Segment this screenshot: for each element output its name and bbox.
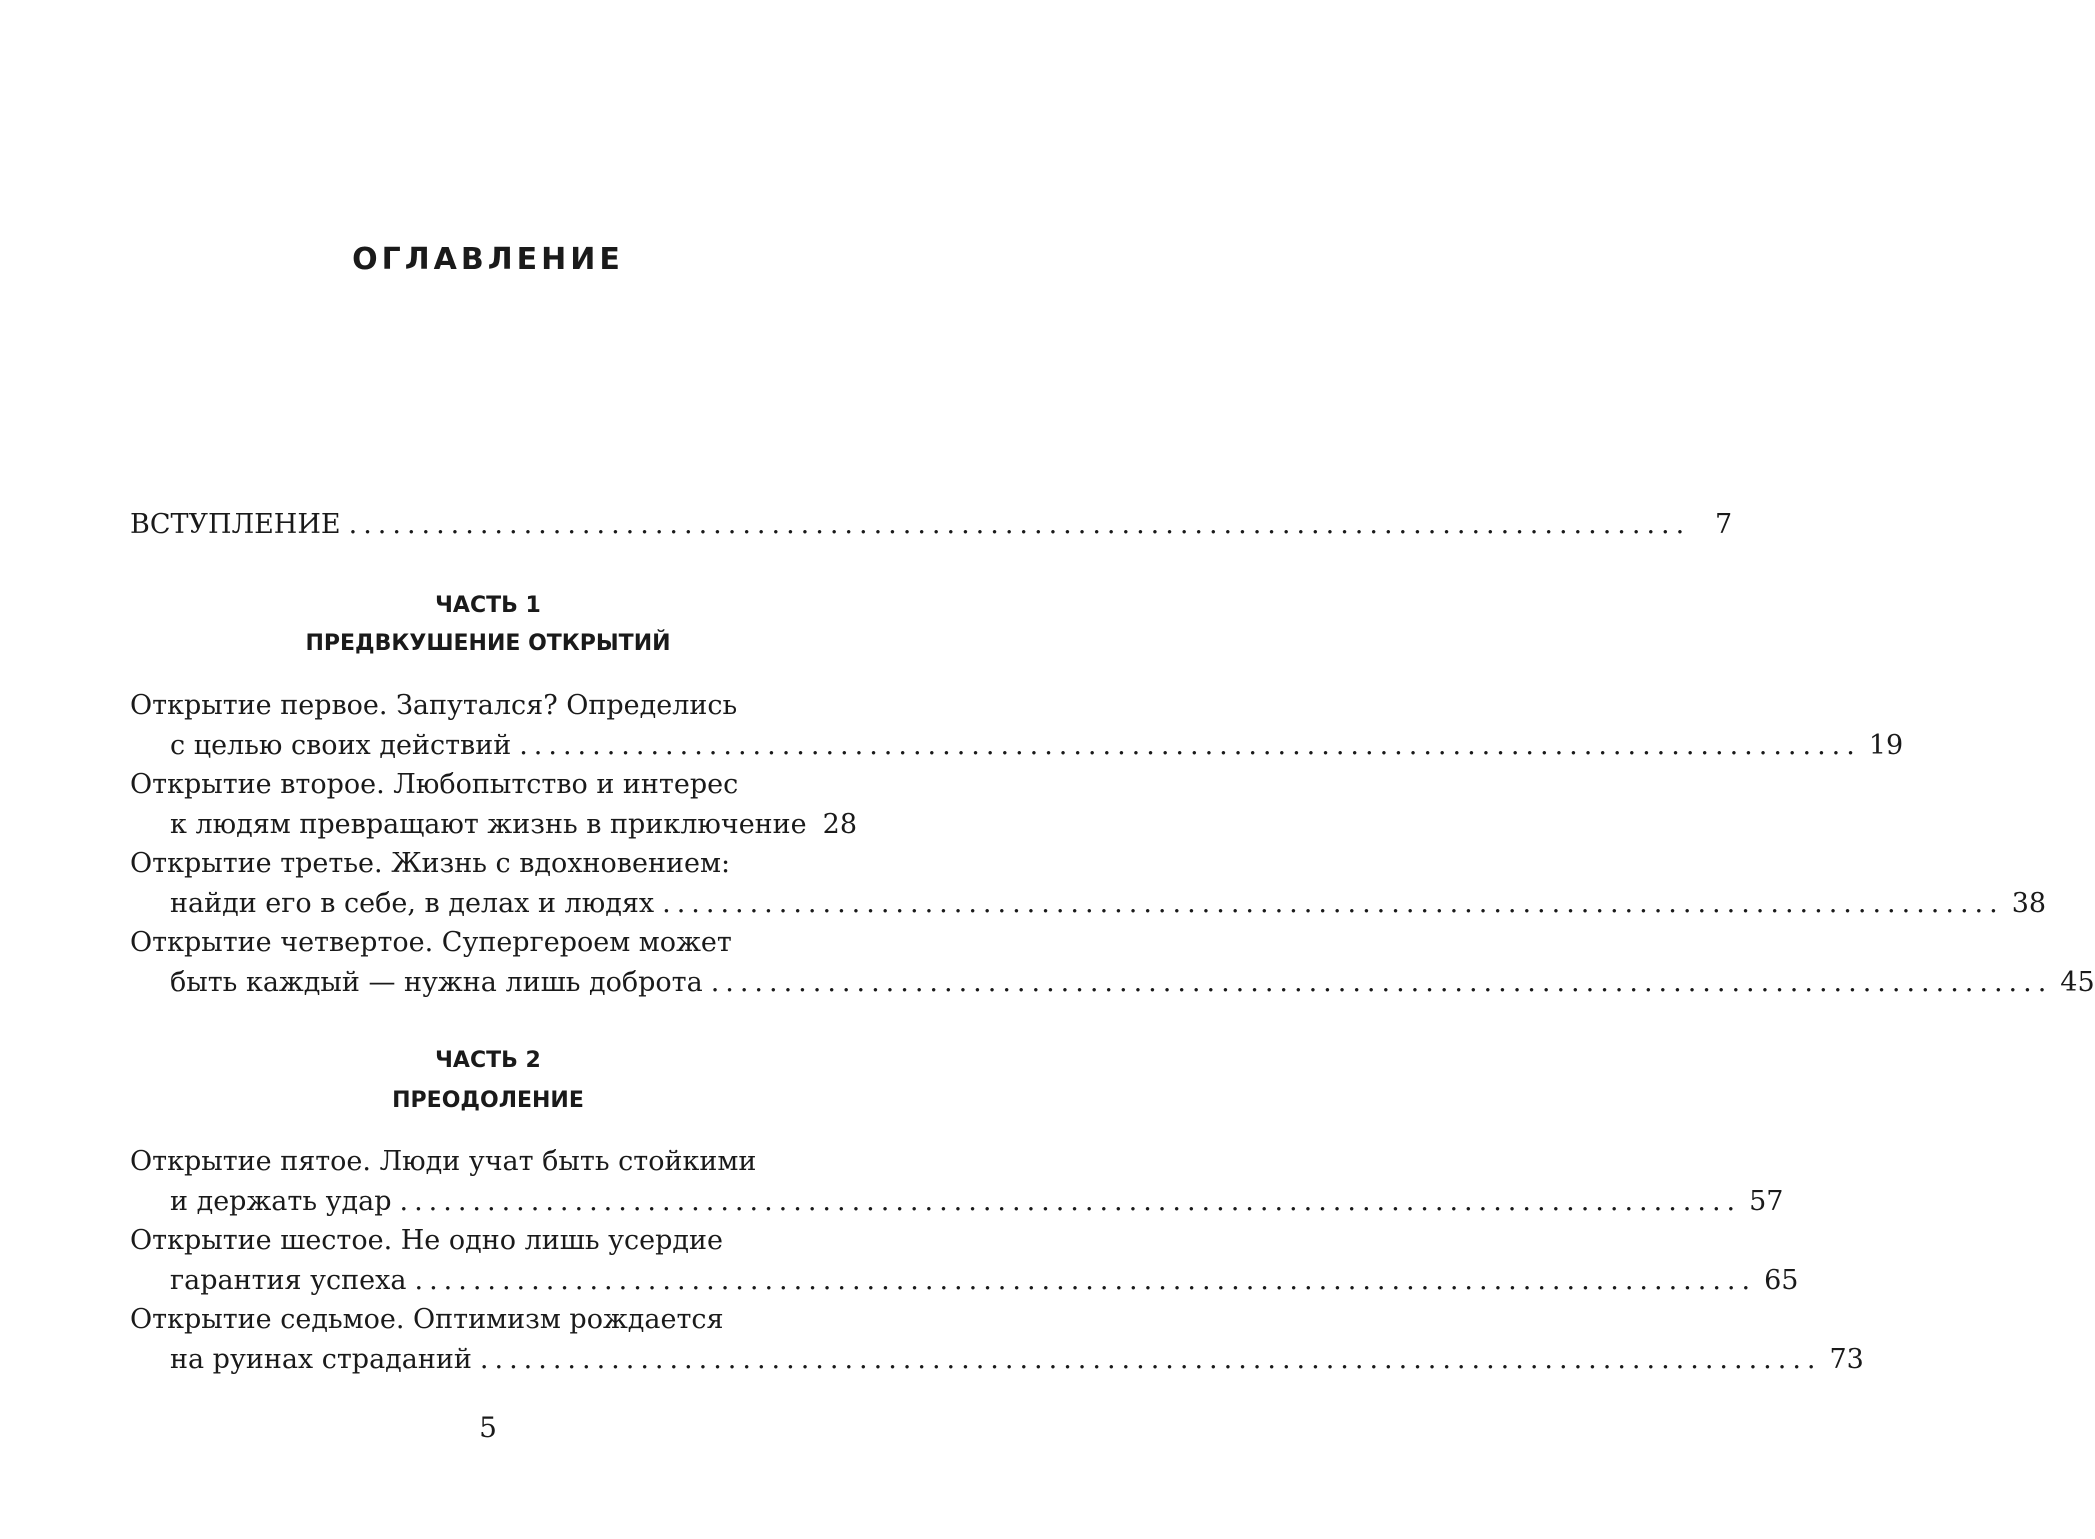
toc-title: ОГЛАВЛЕНИЕ: [352, 242, 624, 277]
part-label: ЧАСТЬ 2: [435, 1048, 541, 1073]
leader-dots: ............................................................................................: [662, 888, 2004, 919]
part-title: ПРЕДВКУШЕНИЕ ОТКРЫТИЙ: [305, 631, 671, 656]
toc-entry-text: найди его в себе, в делах и людях: [170, 888, 655, 919]
toc-page-number: 45: [2060, 967, 2095, 998]
part-title: ПРЕОДОЛЕНИЕ: [392, 1088, 584, 1113]
toc-entry-text: Открытие второе. Любопытство и интерес: [130, 769, 739, 800]
toc-entry[interactable]: [130, 686, 1904, 766]
toc-page-number: 7: [1715, 509, 1733, 540]
toc-entry-text: быть каждый — нужна лишь доброта: [170, 967, 703, 998]
toc-entry-text: ВСТУПЛЕНИЕ: [130, 509, 341, 540]
page-number-footer: 5: [479, 1411, 497, 1444]
toc-entry-text: Открытие третье. Жизнь с вдохновением:: [130, 848, 731, 879]
toc-entry[interactable]: [130, 765, 858, 845]
toc-entry-text: Открытие пятое. Люди учат быть стойкими: [130, 1146, 757, 1177]
toc-entry-text: к людям превращают жизнь в приключение: [170, 809, 807, 840]
toc-entry[interactable]: [130, 923, 2095, 1003]
part-label: ЧАСТЬ 1: [435, 593, 541, 618]
toc-page-number: 65: [1764, 1265, 1799, 1296]
toc-entry-text: гарантия успеха: [170, 1265, 407, 1296]
toc-entry[interactable]: [130, 1142, 1784, 1222]
leader-dots: ............................................................................................: [710, 967, 2053, 998]
toc-entry-text: с целью своих действий: [170, 730, 512, 761]
toc-entry-intro[interactable]: [130, 505, 1733, 545]
leader-dots: ............................................................................................: [348, 509, 1691, 540]
toc-page-number: 28: [822, 809, 858, 840]
leader-dots: ............................................................................................: [479, 1344, 1822, 1375]
leader-dots: ............................................................................................: [519, 730, 1861, 761]
toc-page-number: 38: [2011, 888, 2047, 919]
leader-dots: ............................................................................................: [414, 1265, 1757, 1296]
toc-entry-text: на руинах страданий: [170, 1344, 472, 1375]
toc-entry-text: Открытие первое. Запутался? Определись: [130, 690, 738, 721]
toc-entry[interactable]: [130, 1300, 1864, 1380]
toc-page-number: 19: [1868, 730, 1904, 761]
toc-entry-text: Открытие шестое. Не одно лишь усердие: [130, 1225, 723, 1256]
toc-entry-text: и держать удар: [170, 1186, 392, 1217]
toc-entry[interactable]: [130, 844, 2047, 924]
toc-entry-text: Открытие четвертое. Супергероем может: [130, 927, 732, 958]
toc-entry[interactable]: [130, 1221, 1799, 1301]
toc-page-number: 57: [1749, 1186, 1784, 1217]
toc-entry-text: Открытие седьмое. Оптимизм рождается: [130, 1304, 724, 1335]
toc-page-number: 73: [1829, 1344, 1864, 1375]
leader-dots: ............................................................................................: [399, 1186, 1742, 1217]
